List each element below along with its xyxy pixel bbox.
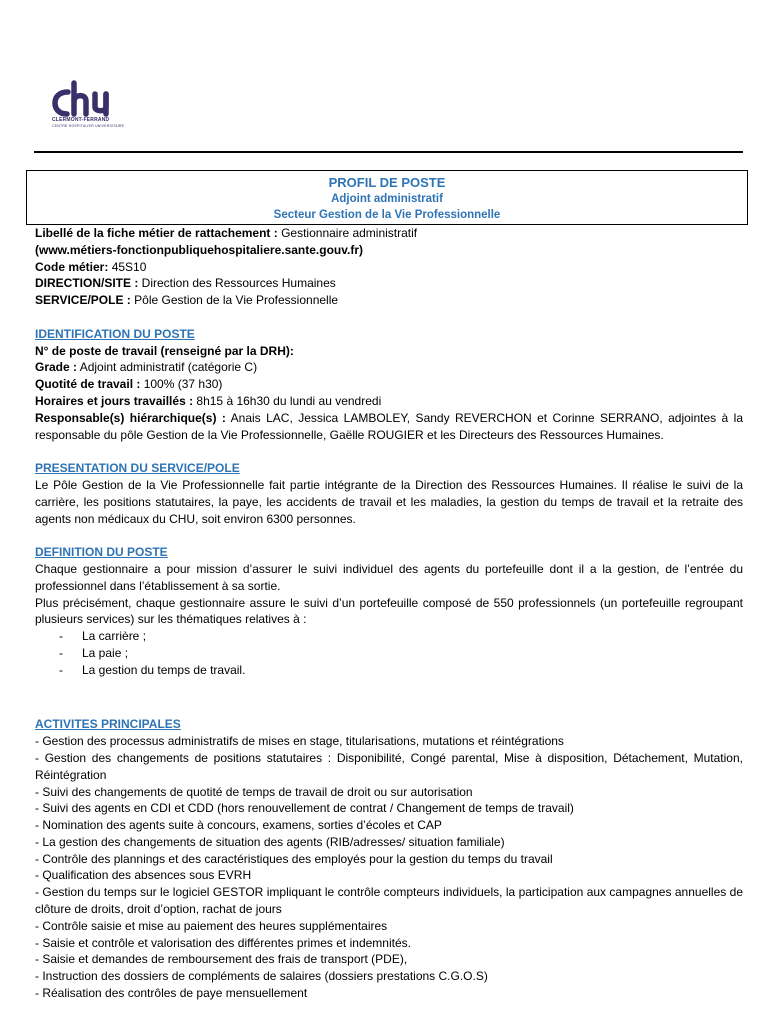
list-item-text: La gestion du temps de travail. <box>82 662 246 677</box>
list-item: - Contrôle des plannings et des caractéristiques des employés pour la gestion du temps du travail <box>35 851 553 866</box>
document-body <box>35 225 743 1002</box>
list-item: - La carrière ; <box>59 629 147 644</box>
code-line <box>35 259 743 276</box>
definition-heading: DEFINITION DU POSTE <box>35 545 168 560</box>
service-line <box>35 292 743 309</box>
definition-list <box>35 628 743 678</box>
job-subtitle: Adjoint administratif <box>331 193 443 205</box>
identification-heading: IDENTIFICATION DU POSTE <box>35 326 195 341</box>
direction-value: Direction des Ressources Humaines <box>138 276 336 291</box>
horaires-value: 8h15 à 16h30 du lundi au vendredi <box>193 393 382 408</box>
list-item: - Saisie et demandes de remboursement des frais de transport (PDE), <box>35 952 408 967</box>
quotite-value: 100% (37 h30) <box>140 377 223 392</box>
quotite-label: Quotité de travail : <box>35 377 141 392</box>
grade-label: Grade : <box>35 360 78 375</box>
responsable-line <box>35 410 743 444</box>
list-item: - Saisie et contrôle et valorisation des différentes primes et indemnités. <box>35 935 411 950</box>
list-item-text: La carrière ; <box>82 629 147 644</box>
title-box <box>26 170 748 225</box>
sector-title: Secteur Gestion de la Vie Professionnelle <box>273 209 501 221</box>
list-item: - Gestion du temps sur le logiciel GESTOR impliquant le contrôle compteurs individuels, la participation aux campagnes annuelles de clôture de droits, droit d’option, rachat de jours <box>35 885 743 917</box>
header-rule <box>34 151 743 153</box>
list-item: - Qualification des absences sous EVRH <box>35 868 252 883</box>
definition-p1: Chaque gestionnaire a pour mission d’assurer le suivi individuel des agents du portefeuille dont il a la gestion, de l’entrée du professionnel dans l’établissement à sa sortie. <box>35 561 743 593</box>
code-label: Code métier: <box>35 259 109 274</box>
list-item: - Nomination des agents suite à concours, examens, sorties d’écoles et CAP <box>35 818 442 833</box>
code-value: 45S10 <box>108 259 147 274</box>
horaires-label: Horaires et jours travaillés : <box>35 393 194 408</box>
quotite-line <box>35 376 743 393</box>
service-label: SERVICE/POLE : <box>35 293 131 308</box>
activites-list <box>35 733 743 1002</box>
libelle-value: Gestionnaire administratif <box>277 226 418 240</box>
list-item-text: La paie ; <box>82 645 129 660</box>
presentation-text: Le Pôle Gestion de la Vie Professionnelle fait partie intégrante de la Direction des Ressources Humaines. Il réalise le suivi de la carrière, les positions statutaires, la paye, les accidents de travail et les maladies, la gestion du temps de travail et la retraite des agents non médicaux du CHU, soit environ 6300 personnes. <box>35 477 743 526</box>
list-item: - Gestion des changements de positions statutaires : Disponibilité, Congé parental, Mise à disposition, Détachement, Mutation, Réintégration <box>35 750 743 782</box>
list-item: - Instruction des dossiers de compléments de salaires (dossiers prestations C.G.O.S) <box>35 969 488 984</box>
list-item: - Gestion des processus administratifs de mises en stage, titularisations, mutations et réintégrations <box>35 734 564 749</box>
grade-value: Adjoint administratif (catégorie C) <box>77 360 258 375</box>
poste-label: N° de poste de travail (renseigné par la DRH): <box>35 343 294 358</box>
horaires-line <box>35 393 743 410</box>
list-item: - Suivi des changements de quotité de temps de travail de droit ou sur autorisation <box>35 784 473 799</box>
list-item: - La gestion du temps de travail. <box>59 662 246 677</box>
presentation-heading: PRESENTATION DU SERVICE/POLE <box>35 461 240 476</box>
libelle-label: Libellé de la fiche métier de rattachement : <box>35 226 278 240</box>
definition-p2: Plus précisément, chaque gestionnaire assure le suivi d’un portefeuille composé de 550 professionnels (un portefeuille regroupant plusieurs services) sur les thématiques relatives à : <box>35 595 743 627</box>
activites-heading: ACTIVITES PRINCIPALES <box>35 717 181 732</box>
logo-subtitle: CENTRE HOSPITALIER UNIVERSITAIRE <box>52 124 125 128</box>
page-title: PROFIL DE POSTE <box>328 175 446 190</box>
responsable-label: Responsable(s) hiérarchique(s) : <box>35 410 226 425</box>
list-item: - Contrôle saisie et mise au paiement des heures supplémentaires <box>35 918 388 933</box>
metier-url: (www.métiers-fonctionpubliquehospitaliere.sante.gouv.fr) <box>35 242 364 257</box>
libelle-line <box>35 225 743 242</box>
logo-city: CLERMONT-FERRAND <box>52 117 110 123</box>
responsable-value: Anais LAC, Jessica LAMBOLEY, Sandy REVERCHON et Corinne SERRANO, adjointes à la responsable du pôle Gestion de la Vie Professionnelle, Gaëlle ROUGIER et les Directeurs des Ressources Humaines. <box>35 410 743 442</box>
list-item: - La gestion des changements de situation des agents (RIB/adresses/ situation familiale) <box>35 834 505 849</box>
list-item: - Suivi des agents en CDI et CDD (hors renouvellement de contrat / Changement de temps de travail) <box>35 801 574 816</box>
list-item: - Réalisation des contrôles de paye mensuellement <box>35 986 308 1001</box>
direction-label: DIRECTION/SITE : <box>35 276 139 291</box>
list-item: - La paie ; <box>59 645 129 660</box>
direction-line <box>35 275 743 292</box>
grade-line <box>35 359 743 376</box>
service-value: Pôle Gestion de la Vie Professionnelle <box>130 293 339 308</box>
